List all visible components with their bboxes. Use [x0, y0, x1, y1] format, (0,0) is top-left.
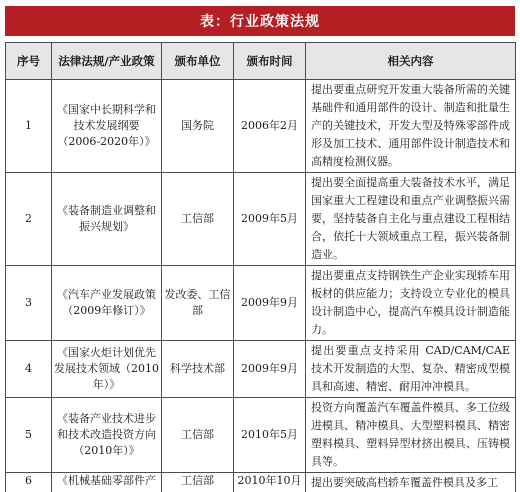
cell-issuer: 科学技术部: [162, 341, 234, 398]
cell-seq: 2: [6, 173, 52, 266]
cell-issuer: 国务院: [162, 80, 234, 173]
cell-law: 《国家火炬计划优先发展技术领域（2010年）》: [52, 341, 162, 398]
cell-date: 2010年10月: [234, 473, 306, 492]
cell-date: 2006年2月: [234, 80, 306, 173]
cell-content: 提出要重点研究开发重大装备所需的关键基础件和通用部件的设计、制造和批量生产的关键技术，开发大型及特殊零部件成形及加工技术、通用部件设计制造技术和高精度检测仪器。: [306, 80, 516, 173]
header-law: 法律法规/产业政策: [52, 43, 162, 80]
cell-law: 《国家中长期科学和技术发展纲要（2006-2020年）》: [52, 80, 162, 173]
table-row: [6, 80, 516, 173]
table-title: 表：行业政策法规: [200, 14, 320, 30]
header-content: 相关内容: [306, 43, 516, 80]
table-row: [6, 266, 516, 341]
cell-content: 提出要重点支持采用 CAD/CAM/CAE 技术开发制造的大型、复杂、精密成型模具和高速、精密、耐用冲冲模具。: [306, 341, 516, 398]
cell-issuer: 工信部: [162, 398, 234, 473]
cell-date: 2009年5月: [234, 173, 306, 266]
cell-seq: 3: [6, 266, 52, 341]
table-row: [6, 341, 516, 398]
cell-content: 提出要重点支持钢铁生产企业实现轿车用板材的供应能力；支持设立专业化的模具设计制造中心，提高汽车模具设计制造能力。: [306, 266, 516, 341]
cell-content: 提出要全面提高重大装备技术水平，满足国家重大工程建设和重点产业调整振兴需要，坚持装备自主化与重点建设工程相结合，依托十大领域重点工程，振兴装备制造业。: [306, 173, 516, 266]
cell-law: 《装备制造业调整和振兴规划》: [52, 173, 162, 266]
cell-date: 2010年5月: [234, 398, 306, 473]
table-title-banner: [5, 6, 515, 36]
cell-issuer: 发改委、工信部: [162, 266, 234, 341]
header-seq: 序号: [6, 43, 52, 80]
cell-law: 《汽车产业发展政策（2009年修订）》: [52, 266, 162, 341]
cell-date: 2009年9月: [234, 266, 306, 341]
cell-seq: 5: [6, 398, 52, 473]
table-header-row: [6, 43, 516, 80]
cell-seq: 4: [6, 341, 52, 398]
table-row: [6, 398, 516, 473]
header-issuer: 颁布单位: [162, 43, 234, 80]
cell-content: 提出要突破高档轿车覆盖件模具及多工: [306, 473, 516, 492]
cell-issuer: 工信部: [162, 173, 234, 266]
table-row: [6, 173, 516, 266]
cell-law: 《装备产业技术进步和技术改造投资方向（2010年）》: [52, 398, 162, 473]
header-date: 颁布时间: [234, 43, 306, 80]
policy-table: [5, 42, 516, 492]
cell-date: 2009年9月: [234, 341, 306, 398]
cell-law: 《机械基础零部件产: [52, 473, 162, 492]
table-row: [6, 473, 516, 492]
cell-content: 投资方向覆盖汽车覆盖件模具、多工位级进模具、精冲模具、大型塑料模具、精密塑料模具、塑料异型材挤出模具、压铸模具等。: [306, 398, 516, 473]
cell-issuer: 工信部: [162, 473, 234, 492]
cell-seq: 6: [6, 473, 52, 492]
cell-seq: 1: [6, 80, 52, 173]
